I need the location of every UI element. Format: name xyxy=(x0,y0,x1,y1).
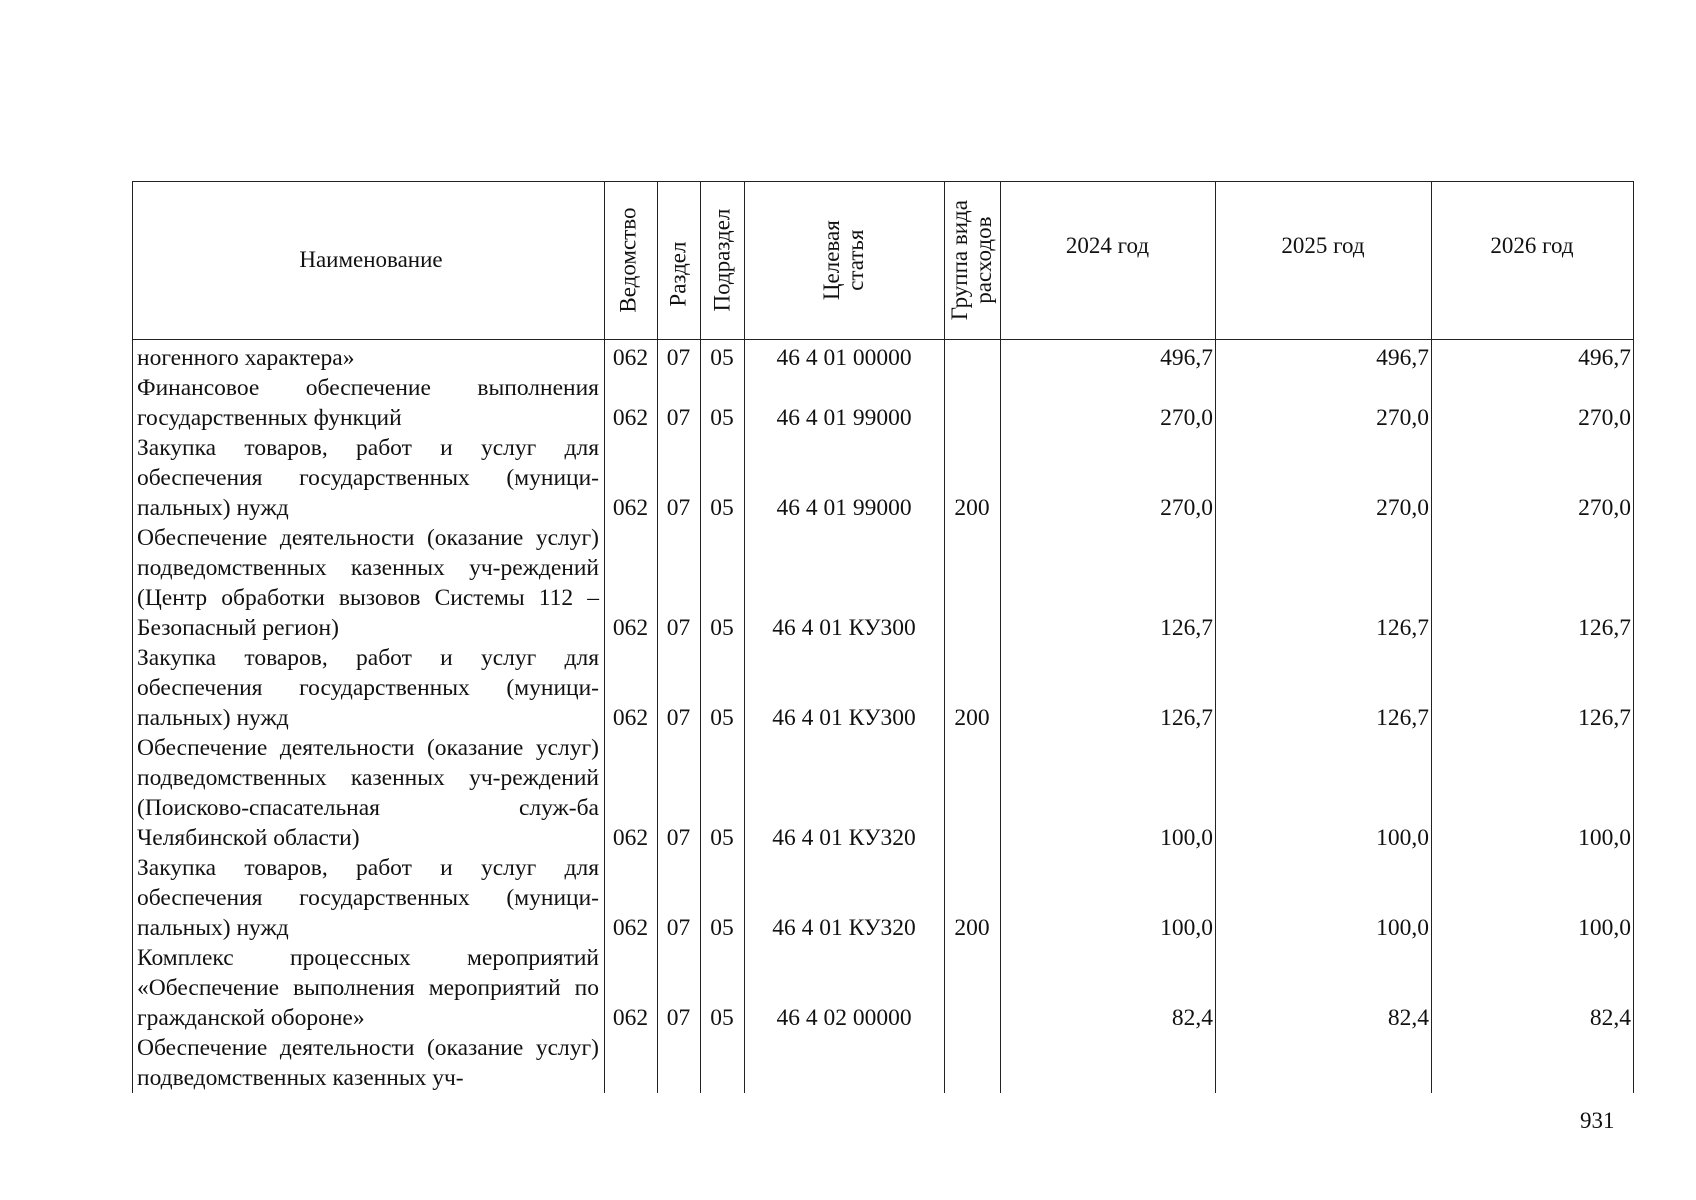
row-0-name: ногенного характера» xyxy=(137,345,355,371)
header-podrazdel xyxy=(700,181,744,339)
header-gruppa xyxy=(944,181,1000,339)
row-0-ved: 062 xyxy=(612,345,649,371)
row-1-v2024: 270,0 xyxy=(1160,405,1213,431)
row-7-v2026: 82,4 xyxy=(1589,1005,1631,1031)
row-6-cel: 46 4 01 КУ320 xyxy=(772,915,916,941)
header-razdel xyxy=(657,181,700,339)
row-1-v2026: 270,0 xyxy=(1578,405,1631,431)
header-celevaya xyxy=(744,181,944,339)
header-podrazdel-label: Подраздел xyxy=(708,208,734,312)
header-gruppa-label xyxy=(948,200,996,320)
row-3-ved: 062 xyxy=(612,615,649,641)
row-5-ved: 062 xyxy=(612,825,649,851)
row-2-podrazdel: 05 xyxy=(710,495,734,521)
row-6-grp: 200 xyxy=(954,915,990,941)
row-2-v2026: 270,0 xyxy=(1578,495,1631,521)
header-name xyxy=(132,181,604,339)
row-8-name: Обеспечение деятельности (оказание услуг) подведомственных казенных уч- xyxy=(137,1035,599,1091)
header-gruppa-line1: Группа вида xyxy=(946,199,972,321)
header-name-label: Наименование xyxy=(299,247,443,272)
row-2-ved: 062 xyxy=(612,495,649,521)
row-0-razdel: 07 xyxy=(666,345,691,371)
row-3-podrazdel: 05 xyxy=(710,615,734,641)
row-1-cel: 46 4 01 99000 xyxy=(776,405,912,431)
row-4-v2024: 126,7 xyxy=(1160,705,1213,731)
row-6-razdel: 07 xyxy=(666,915,691,941)
row-5-cel: 46 4 01 КУ320 xyxy=(772,825,916,851)
row-3-v2026: 126,7 xyxy=(1578,615,1631,641)
row-2-name: Закупка товаров, работ и услуг для обеспечения государственных (муници-пальных) нужд xyxy=(137,435,599,521)
row-7-ved: 062 xyxy=(612,1005,649,1031)
row-6-v2026: 100,0 xyxy=(1578,915,1631,941)
row-2-razdel: 07 xyxy=(666,495,691,521)
col-border-right xyxy=(1633,181,1634,1093)
row-3-cel: 46 4 01 КУ300 xyxy=(772,615,916,641)
row-2-v2024: 270,0 xyxy=(1160,495,1213,521)
row-1-ved: 062 xyxy=(612,405,649,431)
row-5-razdel: 07 xyxy=(666,825,691,851)
row-4-v2025: 126,7 xyxy=(1376,705,1429,731)
header-gruppa-line2: расходов xyxy=(971,216,997,304)
row-4-ved: 062 xyxy=(612,705,649,731)
row-3-v2025: 126,7 xyxy=(1376,615,1429,641)
row-7-podrazdel: 05 xyxy=(710,1005,734,1031)
budget-table xyxy=(132,181,1634,1093)
header-celevaya-line2: статья xyxy=(842,229,868,291)
row-3-v2024: 126,7 xyxy=(1160,615,1213,641)
row-1-razdel: 07 xyxy=(666,405,691,431)
row-5-name: Обеспечение деятельности (оказание услуг) подведомственных казенных уч-реждений (Поисково-спасательная служ-ба Челябинской области) xyxy=(137,735,599,851)
row-2-v2025: 270,0 xyxy=(1376,495,1429,521)
row-0-v2026: 496,7 xyxy=(1578,345,1631,371)
header-bottom-border xyxy=(132,339,1634,340)
row-4-grp: 200 xyxy=(954,705,990,731)
row-5-v2026: 100,0 xyxy=(1578,825,1631,851)
row-3-razdel: 07 xyxy=(666,615,691,641)
row-3-name: Обеспечение деятельности (оказание услуг) подведомственных казенных уч-реждений (Центр обработки вызовов Системы 112 – Безопасный регион) xyxy=(137,525,599,641)
header-razdel-label: Раздел xyxy=(665,241,691,307)
row-6-podrazdel: 05 xyxy=(710,915,734,941)
row-6-v2025: 100,0 xyxy=(1376,915,1429,941)
header-celevaya-label xyxy=(820,220,868,300)
header-2025-label: 2025 год xyxy=(1281,233,1365,258)
row-0-v2024: 496,7 xyxy=(1160,345,1213,371)
header-2024 xyxy=(1000,181,1215,339)
row-7-cel: 46 4 02 00000 xyxy=(776,1005,912,1031)
row-4-podrazdel: 05 xyxy=(710,705,734,731)
header-2026-label: 2026 год xyxy=(1490,233,1574,258)
row-7-v2024: 82,4 xyxy=(1171,1005,1213,1031)
row-1-name: Финансовое обеспечение выполнения государственных функций xyxy=(137,375,599,431)
row-0-v2025: 496,7 xyxy=(1376,345,1429,371)
row-6-v2024: 100,0 xyxy=(1160,915,1213,941)
row-6-ved: 062 xyxy=(612,915,649,941)
row-1-podrazdel: 05 xyxy=(710,405,734,431)
row-5-v2025: 100,0 xyxy=(1376,825,1429,851)
row-7-v2025: 82,4 xyxy=(1387,1005,1429,1031)
row-5-v2024: 100,0 xyxy=(1160,825,1213,851)
header-2025 xyxy=(1215,181,1431,339)
row-1-v2025: 270,0 xyxy=(1376,405,1429,431)
row-4-v2026: 126,7 xyxy=(1578,705,1631,731)
page-number: 931 xyxy=(1580,1108,1615,1133)
row-2-cel: 46 4 01 99000 xyxy=(776,495,912,521)
row-0-podrazdel: 05 xyxy=(710,345,734,371)
row-7-name: Комплекс процессных мероприятий «Обеспечение выполнения мероприятий по гражданской обороне» xyxy=(137,945,599,1031)
row-5-podrazdel: 05 xyxy=(710,825,734,851)
header-celevaya-line1: Целевая xyxy=(818,220,844,300)
row-4-razdel: 07 xyxy=(666,705,691,731)
row-7-razdel: 07 xyxy=(666,1005,691,1031)
header-2026 xyxy=(1431,181,1633,339)
row-4-name: Закупка товаров, работ и услуг для обеспечения государственных (муници-пальных) нужд xyxy=(137,645,599,731)
row-6-name: Закупка товаров, работ и услуг для обеспечения государственных (муници-пальных) нужд xyxy=(137,855,599,941)
header-vedomstvo-label: Ведомство xyxy=(615,207,641,313)
row-2-grp: 200 xyxy=(954,495,990,521)
row-0-cel: 46 4 01 00000 xyxy=(776,345,912,371)
row-4-cel: 46 4 01 КУ300 xyxy=(772,705,916,731)
header-2024-label: 2024 год xyxy=(1065,233,1150,258)
